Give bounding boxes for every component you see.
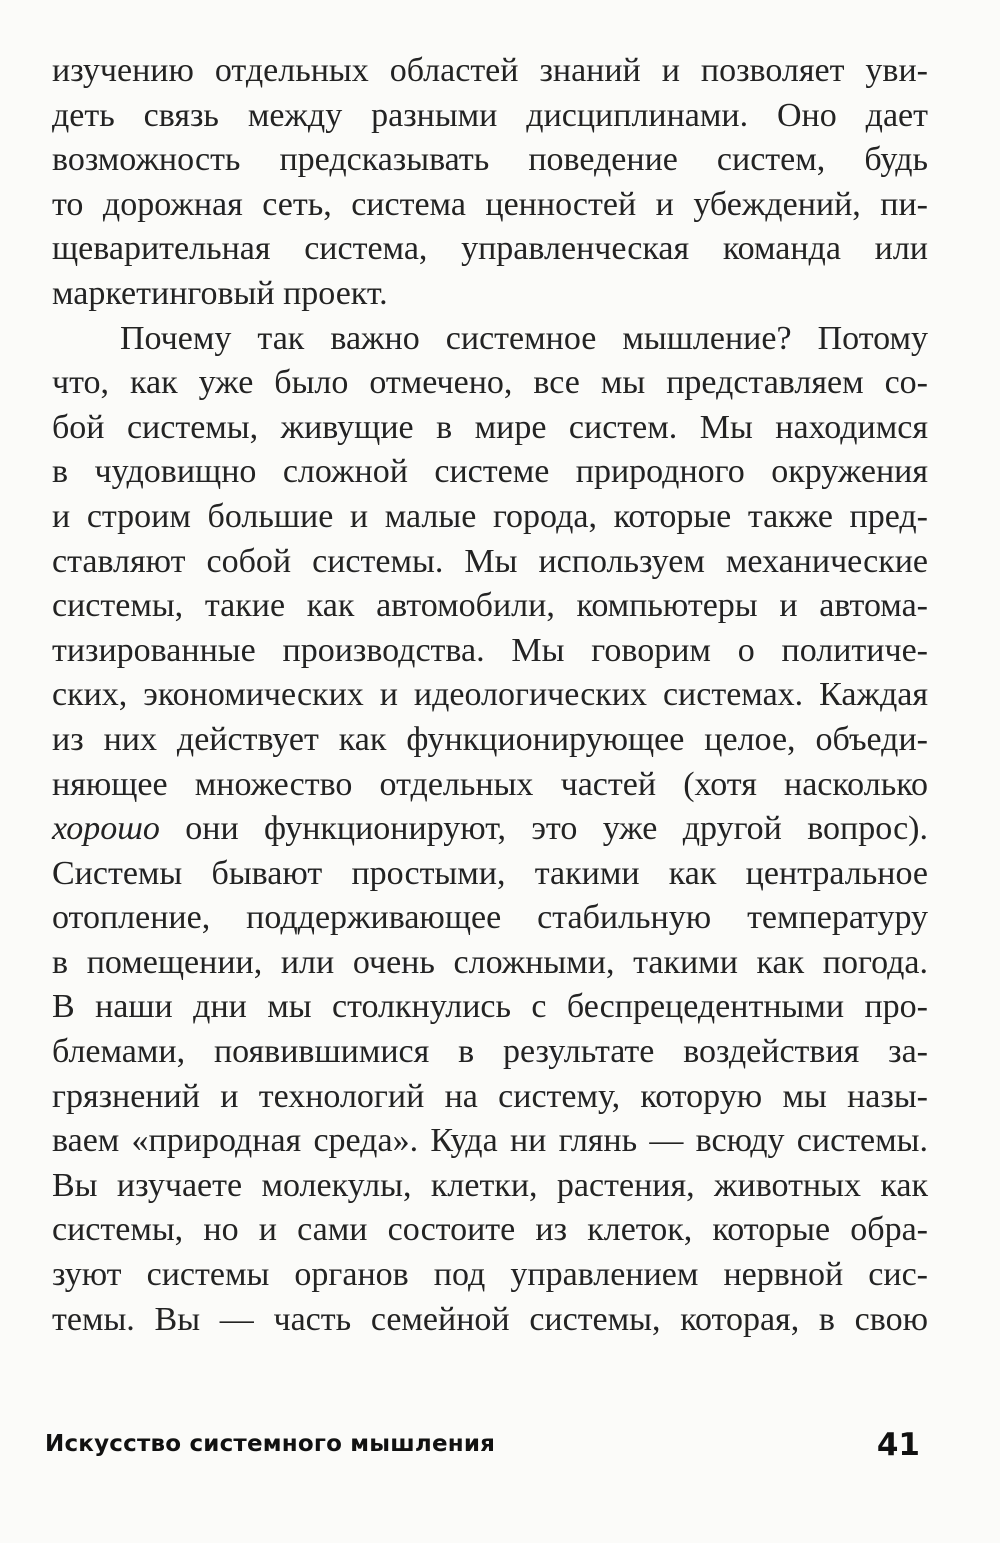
paragraph-first-line: Почему так важно системное мышление? Потому	[120, 319, 928, 357]
page-number: 41	[876, 1427, 920, 1463]
text-line-with-emphasis	[52, 807, 928, 852]
text-line: и строим большие и малые города, которые также пред-	[52, 497, 928, 535]
text-line: из них действует как функционирующее целое, объеди-	[52, 720, 928, 758]
text-line: ваем «природная среда». Куда ни глянь — всюду системы.	[52, 1122, 928, 1160]
text-line: маркетинговый проект.	[52, 274, 388, 312]
text-line: зуют системы органов под управлением нервной сис-	[52, 1256, 928, 1294]
text-line: няющее множество отдельных частей (хотя насколько	[52, 765, 928, 803]
text-line: деть связь между разными дисциплинами. Оно дает	[52, 96, 928, 134]
text-line: в помещении, или очень сложными, такими как погода.	[52, 943, 928, 981]
text-line: грязнений и технологий на систему, которую мы назы-	[52, 1077, 928, 1115]
book-title: Искусство системного мышления	[45, 1431, 496, 1457]
text-line: ставляют собой системы. Мы используем механические	[52, 542, 928, 580]
text-line: возможность предсказывать поведение систем, будь	[52, 141, 928, 179]
text-line: темы. Вы — часть семейной системы, которая, в свою	[52, 1300, 928, 1338]
text-line: бой системы, живущие в мире систем. Мы находимся	[52, 408, 928, 446]
text-line: Системы бывают простыми, такими как центральное	[52, 854, 928, 892]
text-line: отопление, поддерживающее стабильную температуру	[52, 899, 928, 937]
page-body-text	[52, 49, 928, 1342]
emphasis-word: хорошо	[52, 810, 160, 848]
text-line: что, как уже было отмечено, все мы представляем со-	[52, 364, 928, 402]
text-line: ских, экономических и идеологических системах. Каждая	[52, 676, 928, 714]
text-line: тизированные производства. Мы говорим о политиче-	[52, 631, 928, 669]
text-line: В наши дни мы столкнулись с беспрецедентными про-	[52, 988, 928, 1026]
text-line: в чудовищно сложной системе природного окружения	[52, 453, 928, 491]
text-line: блемами, появившимися в результате воздействия за-	[52, 1033, 928, 1071]
text-line: системы, такие как автомобили, компьютеры и автома-	[52, 587, 928, 625]
text-line: щеварительная система, управленческая команда или	[52, 230, 928, 268]
text-line-rest: они функционируют, это уже другой вопрос).	[159, 810, 928, 848]
text-line: Вы изучаете молекулы, клетки, растения, животных как	[52, 1166, 928, 1204]
text-line: системы, но и сами состоите из клеток, которые обра-	[52, 1211, 928, 1249]
text-line: изучению отдельных областей знаний и позволяет уви-	[52, 52, 928, 89]
text-line: то дорожная сеть, система ценностей и убеждений, пи-	[52, 185, 928, 223]
running-footer	[45, 1427, 920, 1467]
